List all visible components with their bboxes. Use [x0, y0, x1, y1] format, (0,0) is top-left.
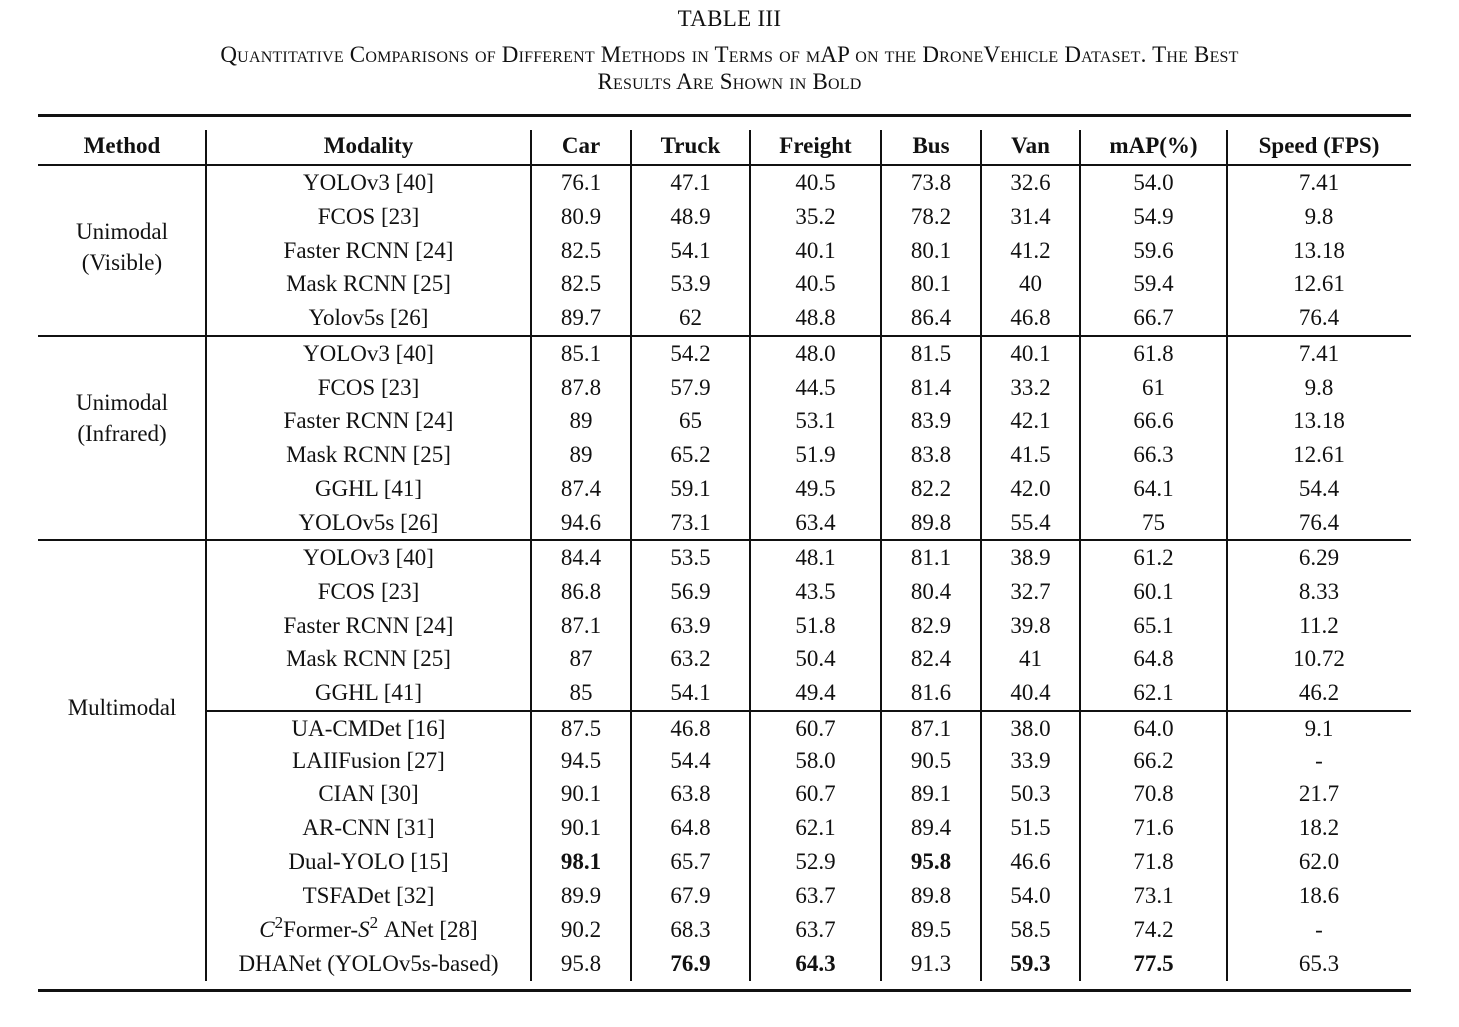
row-5-map: 66.7 — [1133, 305, 1174, 330]
row-14-bus: 82.9 — [910, 613, 952, 638]
row-8-modality: Faster RCNN [24] — [283, 408, 454, 433]
row-6-van: 40.1 — [1010, 341, 1051, 366]
row-11-car: 94.6 — [560, 510, 602, 535]
row-20-map: 71.6 — [1133, 815, 1174, 840]
row-1-bus: 73.8 — [910, 170, 952, 195]
row-2-bus: 78.2 — [910, 204, 952, 229]
row-17-van: 38.0 — [1010, 716, 1051, 741]
row-6-map: 61.8 — [1133, 341, 1174, 366]
row-9-truck: 65.2 — [670, 442, 711, 467]
row-13-van: 32.7 — [1010, 579, 1051, 604]
row-19-car: 90.1 — [560, 781, 602, 806]
row-9-van: 41.5 — [1010, 442, 1051, 467]
row-9-car: 89 — [569, 442, 593, 467]
row-2-van: 31.4 — [1010, 204, 1051, 229]
row-6-truck: 54.2 — [670, 341, 711, 366]
row-12-freight: 48.1 — [795, 545, 836, 570]
row-19-map: 70.8 — [1133, 781, 1174, 806]
row-11-bus: 89.8 — [910, 510, 952, 535]
row-22-map: 73.1 — [1133, 883, 1174, 908]
row-14-van: 39.8 — [1010, 613, 1051, 638]
row-4-car: 82.5 — [560, 271, 602, 296]
header-map: mAP(%) — [1109, 133, 1198, 158]
row-11-modality: YOLOv5s [26] — [298, 510, 439, 535]
top-rule — [38, 114, 1411, 117]
header-speed: Speed (FPS) — [1258, 133, 1380, 158]
row-10-map: 64.1 — [1133, 476, 1174, 501]
row-21-freight: 52.9 — [795, 849, 836, 874]
row-10-truck: 59.1 — [670, 476, 711, 501]
row-11-freight: 63.4 — [795, 510, 836, 535]
row-23-speed: - — [1315, 917, 1323, 942]
row-1-van: 32.6 — [1010, 170, 1051, 195]
row-4-map: 59.4 — [1133, 271, 1174, 296]
row-2-speed: 9.8 — [1304, 204, 1334, 229]
row-15-freight: 50.4 — [795, 646, 836, 671]
row-13-speed: 8.33 — [1298, 579, 1340, 604]
row-5-truck: 62 — [679, 305, 702, 330]
row-20-van: 51.5 — [1010, 815, 1051, 840]
row-16-van: 40.4 — [1010, 680, 1051, 705]
row-3-speed: 13.18 — [1293, 238, 1345, 263]
table-label: TABLE III — [677, 6, 782, 31]
row-21-bus: 95.8 — [910, 849, 952, 874]
row-16-speed: 46.2 — [1298, 680, 1340, 705]
row-19-speed: 21.7 — [1298, 781, 1340, 806]
row-13-car: 86.8 — [560, 579, 602, 604]
row-24-bus: 91.3 — [910, 951, 952, 976]
row-3-bus: 80.1 — [910, 238, 952, 263]
row-24-van: 59.3 — [1010, 951, 1051, 976]
row-16-modality: GGHL [41] — [314, 680, 423, 705]
row-12-speed: 6.29 — [1298, 545, 1340, 570]
row-7-speed: 9.8 — [1304, 375, 1334, 400]
row-18-map: 66.2 — [1133, 748, 1174, 773]
row-6-speed: 7.41 — [1298, 341, 1340, 366]
header-van: Van — [1011, 133, 1050, 158]
row-16-map: 62.1 — [1133, 680, 1174, 705]
group-unimodal-infrared: Unimodal (Infrared) — [76, 390, 168, 446]
row-12-car: 84.4 — [560, 545, 602, 570]
bottom-rule — [38, 989, 1411, 992]
row-4-bus: 80.1 — [910, 271, 952, 296]
row-22-freight: 63.7 — [795, 883, 836, 908]
row-9-map: 66.3 — [1133, 442, 1174, 467]
row-22-car: 89.9 — [560, 883, 602, 908]
row-11-van: 55.4 — [1010, 510, 1051, 535]
row-21-map: 71.8 — [1133, 849, 1174, 874]
row-18-freight: 58.0 — [795, 748, 836, 773]
row-19-freight: 60.7 — [795, 781, 836, 806]
row-8-speed: 13.18 — [1293, 408, 1345, 433]
row-14-modality: Faster RCNN [24] — [283, 613, 454, 638]
row-3-modality: Faster RCNN [24] — [283, 238, 454, 263]
row-4-truck: 53.9 — [670, 271, 711, 296]
row-20-modality: AR-CNN [31] — [302, 815, 435, 840]
row-18-van: 33.9 — [1010, 748, 1051, 773]
row-24-map: 77.5 — [1133, 951, 1174, 976]
row-17-bus: 87.1 — [910, 716, 952, 741]
row-15-car: 87 — [569, 646, 593, 671]
row-23-freight: 63.7 — [795, 917, 836, 942]
row-10-speed: 54.4 — [1298, 476, 1340, 501]
row-18-truck: 54.4 — [670, 748, 711, 773]
row-15-bus: 82.4 — [910, 646, 952, 671]
row-17-freight: 60.7 — [795, 716, 836, 741]
row-2-freight: 35.2 — [795, 204, 836, 229]
row-8-truck: 65 — [679, 408, 702, 433]
row-9-modality: Mask RCNN [25] — [286, 442, 451, 467]
table-caption — [60, 41, 1399, 95]
row-9-speed: 12.61 — [1293, 442, 1345, 467]
header-method: Method — [83, 133, 161, 158]
row-13-freight: 43.5 — [795, 579, 836, 604]
group-multimodal: Multimodal — [67, 695, 177, 720]
row-20-truck: 64.8 — [670, 815, 711, 840]
row-12-bus: 81.1 — [910, 545, 952, 570]
row-5-modality: Yolov5s [26] — [308, 305, 429, 330]
row-5-speed: 76.4 — [1298, 305, 1340, 330]
row-13-bus: 80.4 — [910, 579, 952, 604]
row-20-bus: 89.4 — [910, 815, 952, 840]
row-5-bus: 86.4 — [910, 305, 952, 330]
row-10-car: 87.4 — [560, 476, 602, 501]
row-21-modality: Dual-YOLO [15] — [288, 849, 449, 874]
row-12-truck: 53.5 — [670, 545, 711, 570]
row-15-map: 64.8 — [1133, 646, 1174, 671]
row-10-van: 42.0 — [1010, 476, 1051, 501]
row-1-freight: 40.5 — [795, 170, 836, 195]
caption-line-2: Results Are Shown in Bold — [597, 69, 862, 94]
row-17-map: 64.0 — [1133, 716, 1174, 741]
row-3-truck: 54.1 — [670, 238, 711, 263]
row-8-bus: 83.9 — [910, 408, 952, 433]
row-5-freight: 48.8 — [795, 305, 836, 330]
row-11-speed: 76.4 — [1298, 510, 1340, 535]
row-6-freight: 48.0 — [795, 341, 836, 366]
row-19-bus: 89.1 — [910, 781, 952, 806]
row-11-map: 75 — [1142, 510, 1165, 535]
row-18-speed: - — [1315, 748, 1323, 773]
row-23-bus: 89.5 — [910, 917, 952, 942]
row-7-map: 61 — [1142, 375, 1165, 400]
row-24-truck: 76.9 — [670, 951, 711, 976]
row-14-car: 87.1 — [560, 613, 602, 638]
row-22-van: 54.0 — [1010, 883, 1051, 908]
row-1-map: 54.0 — [1133, 170, 1174, 195]
row-16-truck: 54.1 — [670, 680, 711, 705]
header-truck: Truck — [660, 133, 721, 158]
row-15-truck: 63.2 — [670, 646, 711, 671]
row-3-freight: 40.1 — [795, 238, 836, 263]
row-16-bus: 81.6 — [910, 680, 952, 705]
row-17-speed: 9.1 — [1304, 716, 1334, 741]
row-7-van: 33.2 — [1010, 375, 1051, 400]
row-6-car: 85.1 — [560, 341, 602, 366]
row-9-freight: 51.9 — [795, 442, 836, 467]
row-2-map: 54.9 — [1133, 204, 1174, 229]
row-12-map: 61.2 — [1133, 545, 1174, 570]
header-modality: Modality — [323, 133, 414, 158]
row-8-map: 66.6 — [1133, 408, 1174, 433]
header-freight: Freight — [779, 133, 852, 158]
row-19-truck: 63.8 — [670, 781, 711, 806]
header-car: Car — [561, 133, 601, 158]
header-bus: Bus — [912, 133, 950, 158]
row-9-bus: 83.8 — [910, 442, 952, 467]
row-13-modality: FCOS [23] — [317, 579, 420, 604]
row-16-car: 85 — [569, 680, 593, 705]
row-21-truck: 65.7 — [670, 849, 711, 874]
row-18-bus: 90.5 — [910, 748, 952, 773]
row-20-speed: 18.2 — [1298, 815, 1340, 840]
row-1-truck: 47.1 — [670, 170, 711, 195]
row-12-van: 38.9 — [1010, 545, 1051, 570]
row-1-speed: 7.41 — [1298, 170, 1340, 195]
row-22-modality: TSFADet [32] — [302, 883, 435, 908]
row-8-van: 42.1 — [1010, 408, 1051, 433]
row-15-speed: 10.72 — [1293, 646, 1345, 671]
row-21-car: 98.1 — [560, 849, 602, 874]
row-24-speed: 65.3 — [1298, 951, 1340, 976]
row-20-freight: 62.1 — [795, 815, 836, 840]
row-19-van: 50.3 — [1010, 781, 1051, 806]
row-4-van: 40 — [1019, 271, 1042, 296]
row-24-car: 95.8 — [560, 951, 602, 976]
row-4-speed: 12.61 — [1293, 271, 1345, 296]
row-13-map: 60.1 — [1133, 579, 1174, 604]
row-8-car: 89 — [569, 408, 593, 433]
row-23-truck: 68.3 — [670, 917, 711, 942]
row-4-freight: 40.5 — [795, 271, 836, 296]
row-17-modality: UA-CMDet [16] — [291, 716, 446, 741]
row-15-modality: Mask RCNN [25] — [286, 646, 451, 671]
row-10-modality: GGHL [41] — [314, 476, 423, 501]
row-24-modality: DHANet (YOLOv5s-based) — [238, 951, 499, 976]
group-unimodal-visible: Unimodal (Visible) — [76, 219, 168, 275]
row-21-van: 46.6 — [1010, 849, 1051, 874]
row-22-speed: 18.6 — [1298, 883, 1340, 908]
row-6-modality: YOLOv3 [40] — [303, 341, 434, 366]
row-3-car: 82.5 — [560, 238, 602, 263]
row-17-car: 87.5 — [560, 716, 602, 741]
row-10-bus: 82.2 — [910, 476, 952, 501]
row-23-modality: $C^2Former-S^2$ ANet [28] — [259, 913, 478, 942]
row-3-van: 41.2 — [1010, 238, 1051, 263]
row-23-van: 58.5 — [1010, 917, 1051, 942]
row-1-modality: YOLOv3 [40] — [303, 170, 434, 195]
row-14-map: 65.1 — [1133, 613, 1174, 638]
row-23-map: 74.2 — [1133, 917, 1174, 942]
row-22-bus: 89.8 — [910, 883, 952, 908]
row-18-modality: LAIIFusion [27] — [292, 748, 445, 773]
row-2-car: 80.9 — [560, 204, 602, 229]
row-14-truck: 63.9 — [670, 613, 711, 638]
row-14-freight: 51.8 — [795, 613, 836, 638]
row-4-modality: Mask RCNN [25] — [286, 271, 451, 296]
row-7-bus: 81.4 — [910, 375, 952, 400]
row-8-freight: 53.1 — [795, 408, 836, 433]
row-19-modality: CIAN [30] — [318, 781, 419, 806]
row-7-car: 87.8 — [560, 375, 602, 400]
row-2-truck: 48.9 — [670, 204, 711, 229]
row-7-freight: 44.5 — [795, 375, 836, 400]
caption-line-1: Quantitative Comparisons of Different Methods in Terms of mAP on the DroneVehicle Dataset. The Best — [220, 42, 1239, 67]
row-14-speed: 11.2 — [1299, 613, 1339, 638]
row-11-truck: 73.1 — [670, 510, 711, 535]
row-10-freight: 49.5 — [795, 476, 836, 501]
row-3-map: 59.6 — [1133, 238, 1174, 263]
row-16-freight: 49.4 — [795, 680, 836, 705]
row-7-truck: 57.9 — [670, 375, 711, 400]
row-17-truck: 46.8 — [670, 716, 711, 741]
row-6-bus: 81.5 — [910, 341, 952, 366]
row-21-speed: 62.0 — [1298, 849, 1340, 874]
row-24-freight: 64.3 — [795, 951, 836, 976]
row-15-van: 41 — [1019, 646, 1042, 671]
row-2-modality: FCOS [23] — [317, 204, 420, 229]
row-5-van: 46.8 — [1010, 305, 1051, 330]
row-18-car: 94.5 — [560, 748, 602, 773]
row-20-car: 90.1 — [560, 815, 602, 840]
row-7-modality: FCOS [23] — [317, 375, 420, 400]
row-23-car: 90.2 — [560, 917, 602, 942]
row-5-car: 89.7 — [560, 305, 602, 330]
row-22-truck: 67.9 — [670, 883, 711, 908]
row-13-truck: 56.9 — [670, 579, 711, 604]
row-12-modality: YOLOv3 [40] — [303, 545, 434, 570]
row-1-car: 76.1 — [560, 170, 602, 195]
